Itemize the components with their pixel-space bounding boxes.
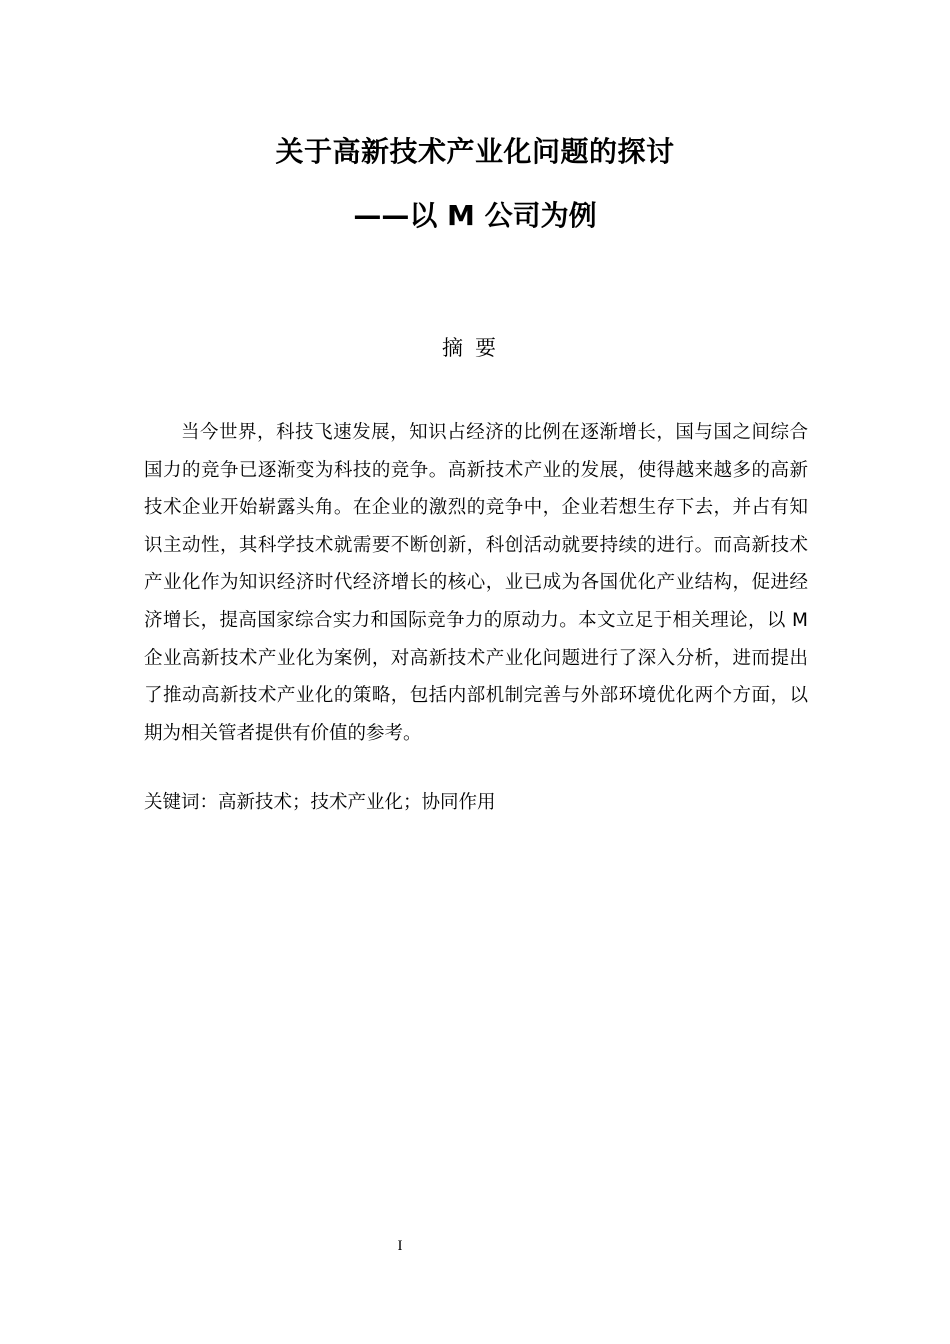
document-subtitle: ——以 M 公司为例: [353, 199, 597, 232]
keywords-line: 关键词：高新技术；技术产业化；协同作用: [144, 792, 496, 813]
abstract-heading: 摘要: [442, 336, 508, 360]
page-number: I: [397, 1238, 403, 1254]
document-title: 关于高新技术产业化问题的探讨: [275, 135, 675, 168]
abstract-body: 当今世界，科技飞速发展，知识占经济的比例在逐渐增长，国与国之间综合国力的竞争已逐渐变为科技的竞争。高新技术产业的发展，使得越来越多的高新技术企业开始崭露头角。在企业的激烈的竞争中，企业若想生存下去，并占有知识主动性，其科学技术就需要不断创新，科创活动就要持续的进行。而高新技术产业化作为知识经济时代经济增长的核心，业已成为各国优化产业结构，促进经济增长，提高国家综合实力和国际竞争力的原动力。本文立足于相关理论，以 M 企业高新技术产业化为案例，对高新技术产业化问题进行了深入分析，进而提出了推动高新技术产业化的策略，包括内部机制完善与外部环境优化两个方面，以期为相关管者提供有价值的参考。: [144, 422, 808, 744]
